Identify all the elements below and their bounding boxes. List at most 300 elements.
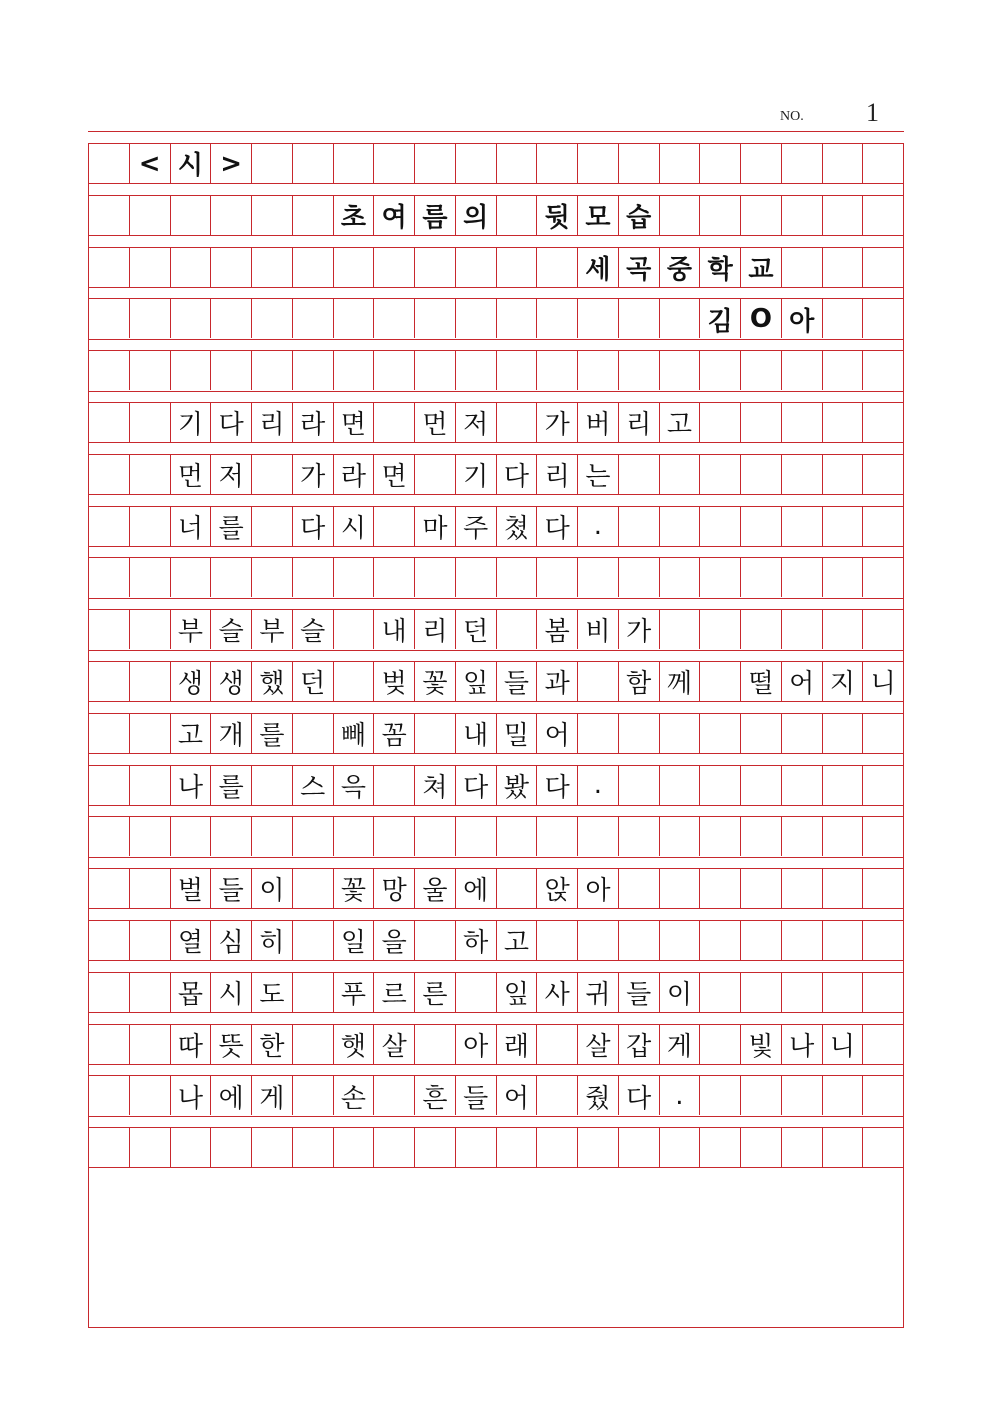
cell-row-bottom-line (88, 857, 904, 858)
grid-cell (741, 403, 781, 442)
grid-cell (211, 558, 251, 597)
grid-cell: 나 (789, 1031, 815, 1062)
grid-cell (660, 299, 700, 338)
grid-cell (334, 351, 374, 390)
grid-cell (415, 299, 455, 338)
grid-cell (171, 248, 211, 287)
grid-cell (660, 196, 700, 235)
grid-cell (700, 1128, 740, 1167)
grid-cell: 면 (381, 461, 407, 492)
grid-cell (619, 299, 659, 338)
grid-cell: 부 (259, 617, 285, 648)
grid-cell: 에 (218, 1083, 244, 1114)
grid-cell (130, 1128, 170, 1167)
grid-cell: 햇 (340, 1031, 366, 1062)
grid-cell (171, 817, 211, 856)
grid-cell (782, 869, 822, 908)
grid-cell (660, 507, 700, 546)
grid-cell (578, 299, 618, 338)
grid-cell: 밀 (503, 720, 529, 751)
grid-cell (823, 144, 863, 183)
grid-cell (863, 869, 903, 908)
grid-cell: 여 (381, 202, 407, 233)
grid-cell (741, 817, 781, 856)
grid-cell (619, 766, 659, 805)
grid-cell: 을 (381, 928, 407, 959)
grid-cell (293, 973, 333, 1012)
grid-cell (823, 558, 863, 597)
grid-cell: 어 (544, 720, 570, 751)
grid-cell: 일 (340, 928, 366, 959)
grid-cell: 부 (177, 617, 203, 648)
grid-cell (252, 507, 292, 546)
grid-cell (741, 196, 781, 235)
grid-cell (863, 351, 903, 390)
grid-cell (497, 351, 537, 390)
grid-cell: 가 (626, 617, 652, 648)
grid-cell (252, 299, 292, 338)
grid-cell (374, 351, 414, 390)
grid-cell: O (749, 304, 772, 335)
grid-cell (334, 610, 374, 649)
grid-bottom-border (88, 1327, 904, 1328)
grid-cell (171, 196, 211, 235)
grid-cell (252, 248, 292, 287)
grid-cell (130, 610, 170, 649)
grid-cell (700, 558, 740, 597)
grid-cell (660, 869, 700, 908)
grid-cell (89, 1076, 129, 1115)
grid-cell (782, 144, 822, 183)
grid-cell: 고 (177, 720, 203, 751)
grid-cell (537, 817, 577, 856)
grid-cell (334, 558, 374, 597)
grid-cell: 시 (177, 151, 203, 182)
grid-cell: 교 (748, 254, 774, 285)
grid-cell (537, 1025, 577, 1064)
grid-cell (89, 869, 129, 908)
grid-cell: 푸 (340, 979, 366, 1010)
grid-cell (741, 351, 781, 390)
grid-cell: 살 (381, 1031, 407, 1062)
grid-cell (700, 662, 740, 701)
grid-cell: 게 (666, 1031, 692, 1062)
grid-cell: 함 (626, 669, 652, 700)
grid-cell (89, 1025, 129, 1064)
grid-cell: 중 (666, 254, 692, 285)
grid-cell (578, 662, 618, 701)
grid-cell (660, 766, 700, 805)
grid-cell (700, 610, 740, 649)
grid-cell (89, 144, 129, 183)
grid-cell (130, 196, 170, 235)
grid-cell (89, 766, 129, 805)
grid-cell: 면 (340, 410, 366, 441)
grid-cell (863, 507, 903, 546)
grid-cell (89, 558, 129, 597)
page-number: 1 (866, 98, 879, 127)
grid-cell (782, 610, 822, 649)
grid-cell (130, 299, 170, 338)
grid-cell (578, 817, 618, 856)
grid-cell (334, 299, 374, 338)
grid-cell (741, 610, 781, 649)
grid-cell: 쳐 (422, 772, 448, 803)
grid-cell (782, 714, 822, 753)
grid-cell (374, 144, 414, 183)
grid-cell (211, 1128, 251, 1167)
grid-cell (130, 921, 170, 960)
cell-row-bottom-line (88, 1116, 904, 1117)
grid-cell (741, 558, 781, 597)
grid-cell (374, 1128, 414, 1167)
grid-cell: 꽃 (340, 876, 366, 907)
grid-cell: 뒷 (544, 202, 570, 233)
grid-cell (660, 714, 700, 753)
grid-cell: 던 (463, 617, 489, 648)
grid-cell: 줬 (585, 1083, 611, 1114)
grid-cell (293, 248, 333, 287)
grid-cell (741, 921, 781, 960)
grid-cell: 사 (544, 979, 570, 1010)
grid-cell: 다 (300, 513, 326, 544)
grid-cell: 심 (218, 928, 244, 959)
grid-cell (211, 248, 251, 287)
grid-cell: > (220, 148, 243, 179)
grid-cell (171, 1128, 211, 1167)
grid-cell (171, 299, 211, 338)
grid-cell: 비 (585, 617, 611, 648)
grid-cell (782, 455, 822, 494)
grid-cell (863, 299, 903, 338)
grid-cell: 저 (463, 410, 489, 441)
grid-cell (130, 1025, 170, 1064)
grid-cell (823, 455, 863, 494)
grid-cell (823, 766, 863, 805)
grid-cell (456, 558, 496, 597)
grid-cell (863, 766, 903, 805)
grid-cell (619, 1128, 659, 1167)
grid-cell: 름 (422, 202, 448, 233)
grid-cell: 를 (259, 720, 285, 751)
grid-cell: 빛 (748, 1031, 774, 1062)
grid-cell (782, 1076, 822, 1115)
grid-cell: 리 (259, 410, 285, 441)
grid-cell: 다 (503, 461, 529, 492)
grid-cell: 한 (259, 1031, 285, 1062)
grid-cell (863, 1076, 903, 1115)
grid-cell (374, 817, 414, 856)
grid-cell (823, 1128, 863, 1167)
grid-cell: 김 (707, 306, 733, 337)
grid-cell: 아 (585, 876, 611, 907)
grid-cell: 리 (544, 461, 570, 492)
grid-cell: 다 (626, 1083, 652, 1114)
grid-cell: 도 (259, 979, 285, 1010)
grid-cell (660, 1128, 700, 1167)
grid-cell: 따 (177, 1031, 203, 1062)
grid-cell (619, 558, 659, 597)
grid-cell: 슬 (218, 617, 244, 648)
grid-cell (252, 351, 292, 390)
grid-cell: 곡 (626, 254, 652, 285)
grid-cell: 생 (177, 669, 203, 700)
grid-cell: 초 (340, 202, 366, 233)
grid-cell: 스 (300, 772, 326, 803)
grid-cell (415, 817, 455, 856)
grid-cell: 먼 (177, 461, 203, 492)
cell-row-bottom-line (88, 805, 904, 806)
grid-cell (619, 817, 659, 856)
grid-cell: 시 (340, 513, 366, 544)
grid-cell (415, 714, 455, 753)
grid-cell (863, 973, 903, 1012)
grid-cell (823, 507, 863, 546)
grid-cell: . (593, 511, 602, 542)
grid-cell: 너 (177, 513, 203, 544)
grid-cell (619, 507, 659, 546)
grid-cell (660, 921, 700, 960)
grid-cell (211, 817, 251, 856)
grid-cell (537, 558, 577, 597)
grid-cell (130, 817, 170, 856)
grid-cell (89, 1128, 129, 1167)
grid-cell (497, 144, 537, 183)
grid-cell (415, 558, 455, 597)
grid-cell: 몹 (177, 979, 203, 1010)
grid-cell: 망 (381, 876, 407, 907)
grid-cell: 벚 (381, 669, 407, 700)
grid-cell (334, 1128, 374, 1167)
grid-cell (497, 869, 537, 908)
grid-cell (130, 1076, 170, 1115)
grid-cell: 기 (177, 410, 203, 441)
grid-cell: 어 (503, 1083, 529, 1114)
grid-cell (415, 144, 455, 183)
grid-cell (660, 455, 700, 494)
grid-cell (293, 921, 333, 960)
cell-row-bottom-line (88, 546, 904, 547)
grid-cell: 봤 (503, 772, 529, 803)
grid-cell (415, 248, 455, 287)
grid-cell: 다 (463, 772, 489, 803)
grid-cell (130, 351, 170, 390)
grid-cell (252, 766, 292, 805)
grid-cell: 했 (259, 669, 285, 700)
grid-cell: 들 (503, 669, 529, 700)
grid-cell (660, 558, 700, 597)
grid-cell (823, 714, 863, 753)
grid-cell (252, 196, 292, 235)
grid-cell (89, 196, 129, 235)
grid-cell (578, 351, 618, 390)
grid-cell: 고 (503, 928, 529, 959)
grid-cell: 빼 (340, 720, 366, 751)
grid-cell (619, 921, 659, 960)
grid-cell (823, 1076, 863, 1115)
grid-cell (130, 455, 170, 494)
grid-cell (823, 921, 863, 960)
grid-cell (89, 817, 129, 856)
grid-cell: 꽃 (422, 669, 448, 700)
cell-row-bottom-line (88, 1064, 904, 1065)
grid-cell (700, 1076, 740, 1115)
grid-cell (741, 1076, 781, 1115)
grid-cell: 학 (707, 254, 733, 285)
grid-cell (700, 973, 740, 1012)
grid-cell (782, 196, 822, 235)
grid-cell: 세 (585, 254, 611, 285)
grid-cell (415, 351, 455, 390)
grid-cell: 먼 (422, 410, 448, 441)
grid-cell (293, 196, 333, 235)
grid-cell (252, 1128, 292, 1167)
grid-cell (89, 455, 129, 494)
cell-row-bottom-line (88, 598, 904, 599)
grid-cell (130, 973, 170, 1012)
grid-cell: 나 (177, 772, 203, 803)
grid-cell: 가 (300, 461, 326, 492)
grid-cell (293, 1128, 333, 1167)
grid-cell (863, 248, 903, 287)
grid-cell: 살 (585, 1031, 611, 1062)
grid-cell (415, 1025, 455, 1064)
cell-row-bottom-line (88, 339, 904, 340)
grid-cell (130, 558, 170, 597)
grid-cell: 내 (463, 720, 489, 751)
grid-cell (537, 351, 577, 390)
grid-cell (700, 1025, 740, 1064)
grid-cell: 이 (666, 979, 692, 1010)
grid-cell: 주 (463, 513, 489, 544)
grid-cell (863, 558, 903, 597)
grid-cell (89, 714, 129, 753)
grid-cell (782, 921, 822, 960)
grid-cell (497, 403, 537, 442)
grid-cell (89, 351, 129, 390)
grid-cell (89, 248, 129, 287)
cell-row-bottom-line (88, 287, 904, 288)
grid-cell (782, 558, 822, 597)
grid-cell (374, 1076, 414, 1115)
grid-cell (89, 973, 129, 1012)
grid-cell (823, 196, 863, 235)
grid-cell (700, 714, 740, 753)
grid-cell (211, 299, 251, 338)
grid-cell (537, 248, 577, 287)
grid-cell (497, 1128, 537, 1167)
grid-cell (211, 196, 251, 235)
grid-cell: 가 (544, 410, 570, 441)
grid-cell (415, 921, 455, 960)
grid-cell (497, 248, 537, 287)
grid-cell: 히 (259, 928, 285, 959)
grid-cell (497, 610, 537, 649)
grid-cell (782, 973, 822, 1012)
grid-cell (741, 973, 781, 1012)
grid-cell (863, 817, 903, 856)
grid-cell: 의 (463, 202, 489, 233)
grid-cell: 지 (829, 669, 855, 700)
grid-cell: 께 (666, 669, 692, 700)
grid-cell: 잎 (463, 669, 489, 700)
grid-cell: 뜻 (218, 1031, 244, 1062)
grid-cell (171, 558, 211, 597)
grid-cell (782, 403, 822, 442)
grid-cell: 개 (218, 720, 244, 751)
grid-cell (130, 403, 170, 442)
grid-cell (334, 662, 374, 701)
grid-cell (89, 610, 129, 649)
grid-cell (497, 299, 537, 338)
grid-cell: 떨 (748, 669, 774, 700)
grid-cell (700, 144, 740, 183)
grid-right-border (903, 143, 904, 1328)
grid-cell: 래 (503, 1031, 529, 1062)
grid-cell: 아 (463, 1031, 489, 1062)
grid-cell (89, 507, 129, 546)
grid-cell (578, 714, 618, 753)
grid-cell: 생 (218, 669, 244, 700)
grid-cell: 르 (381, 979, 407, 1010)
grid-cell: 열 (177, 928, 203, 959)
grid-cell (374, 248, 414, 287)
grid-cell: 라 (300, 410, 326, 441)
grid-cell (293, 144, 333, 183)
grid-cell (741, 1128, 781, 1167)
grid-cell (456, 299, 496, 338)
grid-cell (863, 455, 903, 494)
grid-cell (293, 351, 333, 390)
grid-cell (700, 196, 740, 235)
grid-cell (89, 662, 129, 701)
grid-cell (456, 144, 496, 183)
grid-cell (130, 662, 170, 701)
grid-cell: 갑 (626, 1031, 652, 1062)
grid-cell (293, 558, 333, 597)
grid-cell (863, 714, 903, 753)
cell-row-bottom-line (88, 391, 904, 392)
grid-cell: 모 (585, 202, 611, 233)
grid-cell: 를 (218, 513, 244, 544)
grid-cell (456, 1128, 496, 1167)
grid-cell (741, 144, 781, 183)
grid-cell: 어 (789, 669, 815, 700)
grid-cell (741, 766, 781, 805)
grid-cell (415, 1128, 455, 1167)
grid-cell: 들 (218, 876, 244, 907)
grid-cell (537, 1128, 577, 1167)
grid-cell (823, 403, 863, 442)
grid-cell (823, 610, 863, 649)
grid-cell (130, 507, 170, 546)
grid-cell: 게 (259, 1083, 285, 1114)
grid-cell (782, 351, 822, 390)
grid-cell (537, 1076, 577, 1115)
grid-cell (660, 610, 700, 649)
grid-cell (537, 299, 577, 338)
cell-row-bottom-line (88, 235, 904, 236)
grid-cell (863, 196, 903, 235)
grid-cell (456, 351, 496, 390)
grid-cell (823, 973, 863, 1012)
grid-cell: 를 (218, 772, 244, 803)
grid-cell: 봄 (544, 617, 570, 648)
grid-cell (130, 869, 170, 908)
grid-cell (293, 714, 333, 753)
grid-cell: 귀 (585, 979, 611, 1010)
grid-cell (537, 144, 577, 183)
